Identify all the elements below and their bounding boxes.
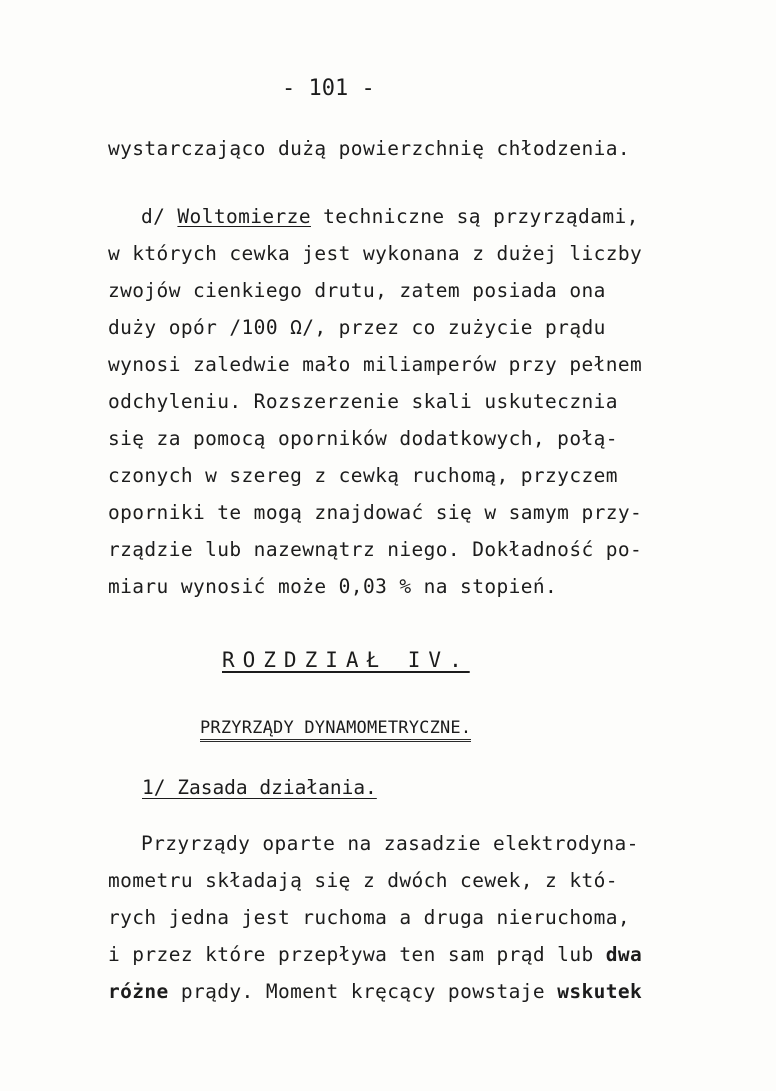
paragraph-line: oporniki te mogą znajdować się w samym przy- bbox=[108, 501, 643, 524]
bold-text: różne bbox=[108, 980, 169, 1003]
paragraph-line bbox=[141, 205, 639, 229]
paragraph-line: wystarczająco dużą powierzchnię chłodzenia. bbox=[108, 137, 631, 160]
page-number: - 101 - bbox=[282, 76, 375, 101]
paragraph-line: rządzie lub nazewnątrz niego. Dokładność po- bbox=[108, 538, 643, 561]
bold-text: wskutek bbox=[557, 980, 643, 1003]
paragraph-line bbox=[108, 980, 642, 1004]
chapter-heading: ROZDZIAŁ IV. bbox=[222, 648, 470, 672]
paragraph-line: duży opór /100 Ω/, przez co zużycie prądu bbox=[108, 316, 606, 339]
text-run: i przez które przepływa ten sam prąd lub bbox=[108, 943, 606, 966]
paragraph-line: czonych w szereg z cewką ruchomą, przyczem bbox=[108, 464, 618, 487]
section-title: PRZYRZĄDY DYNAMOMETRYCZNE. bbox=[200, 718, 471, 742]
paragraph-line: się za pomocą oporników dodatkowych, połą- bbox=[108, 427, 618, 450]
paragraph-line: mometru składają się z dwóch cewek, z któ- bbox=[108, 869, 618, 892]
paragraph-line: miaru wynosić może 0,03 % na stopień. bbox=[108, 575, 558, 598]
text-run: techniczne są przyrządami, bbox=[310, 205, 639, 228]
bold-text: dwa bbox=[605, 943, 643, 966]
paragraph-line: rych jedna jest ruchoma a druga nieruchoma, bbox=[108, 906, 631, 929]
paragraph-line: Przyrządy oparte na zasadzie elektrodyna- bbox=[141, 832, 639, 855]
paragraph-line bbox=[108, 943, 642, 967]
list-marker: d/ bbox=[141, 205, 166, 228]
paragraph-line: odchyleniu. Rozszerzenie skali uskutecznia bbox=[108, 390, 618, 413]
paragraph-line: zwojów cienkiego drutu, zatem posiada ona bbox=[108, 279, 606, 302]
subsection-title: 1/ Zasada działania. bbox=[142, 776, 377, 799]
paragraph-line: w których cewka jest wykonana z dużej liczby bbox=[108, 242, 643, 265]
paragraph-line: wynosi zaledwie mało miliamperów przy pełnem bbox=[108, 353, 643, 376]
text-run: prądy. Moment kręcący powstaje bbox=[168, 980, 558, 1003]
term-underlined: Woltomierze bbox=[177, 205, 311, 228]
